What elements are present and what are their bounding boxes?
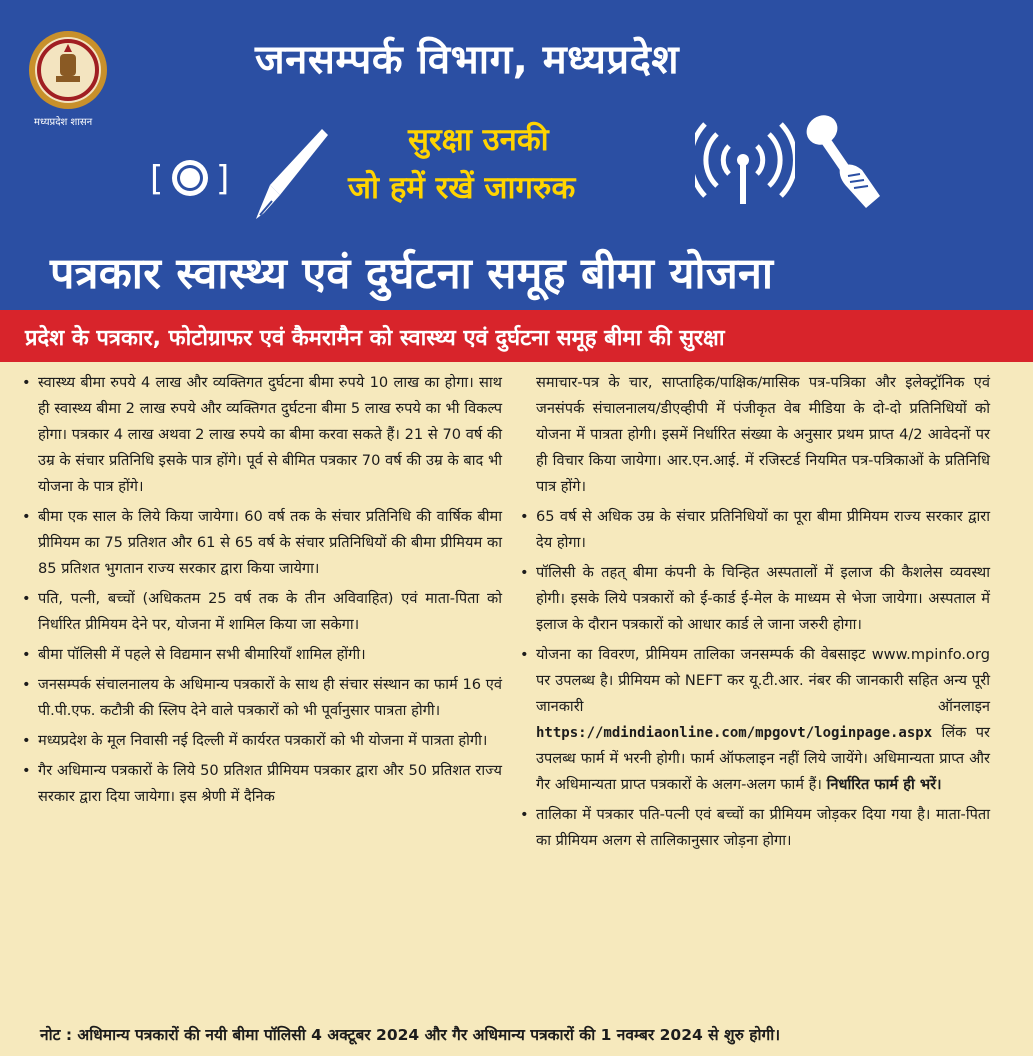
list-item: • पति, पत्नी, बच्चों (अधिकतम 25 वर्ष तक के तीन अविवाहित) एवं माता-पिता को निर्धारित प्रीमियम देने पर, योजना में शामिल किया जा सकेगा।	[22, 586, 502, 638]
list-item-continuation: समाचार-पत्र के चार, साप्ताहिक/पाक्षिक/मासिक पत्र-पत्रिका और इलेक्ट्रॉनिक एवं जनसंपर्क संचालनालय/डीएव्हीपी में पंजीकृत वेब मीडिया के दो-दो प्रतिनिधियों को योजना में पात्रता होगी। इसमें निर्धारित संख्या के अनुसार प्रथम प्राप्त 4/2 आवेदनों पर ही विचार किया जायेगा। आर.एन.आई. में रजिस्टर्ड नियमित पत्र-पत्रिकाओं के प्रतिनिधि पात्र होंगे।	[536, 374, 990, 495]
tagline-line1: सुरक्षा उनकी	[408, 122, 549, 158]
list-item-website	[520, 642, 990, 798]
pen-nib-icon	[250, 125, 330, 225]
scheme-title: पत्रकार स्वास्थ्य एवं दुर्घटना समूह बीमा योजना	[50, 249, 774, 299]
list-item: • तालिका में पत्रकार पति-पत्नी एवं बच्चों का प्रीमियम जोड़कर दिया गया है। माता-पिता का प्रीमियम अलग से तालिकानुसार जोड़ना होगा।	[520, 802, 990, 854]
list-item: • बीमा पॉलिसी में पहले से विद्यमान सभी बीमारियाँ शामिल होंगी।	[22, 642, 502, 668]
list-item: • मध्यप्रदेश के मूल निवासी नई दिल्ली में कार्यरत पत्रकारों को भी योजना में पात्रता होगी।	[22, 728, 502, 754]
microphone-hand-icon	[800, 112, 890, 212]
list-item: • पॉलिसी के तहत् बीमा कंपनी के चिन्हित अस्पतालों में इलाज की कैशलेस व्यवस्था होगी। इसके लिये पत्रकारों को ई-कार्ड ई-मेल के माध्यम से भेजा जायेगा। अस्पताल में इलाज के दौरान पत्रकारों को आधार कार्ड ले जाना जरुरी होगा।	[520, 560, 990, 638]
footer-note: नोट : अधिमान्य पत्रकारों की नयी बीमा पॉलिसी 4 अक्टूबर 2024 और गैर अधिमान्य पत्रकारों की 1 नवम्बर 2024 से शुरु होगी।	[40, 1026, 781, 1044]
subtitle-text: प्रदेश के पत्रकार, फोटोग्राफर एवं कैमरामैन को स्वास्थ्य एवं दुर्घटना समूह बीमा की सुरक्षा	[25, 326, 725, 351]
svg-text:]: ]	[216, 159, 230, 199]
left-column	[22, 370, 502, 814]
emblem-caption: मध्यप्रदेश शासन	[34, 117, 93, 128]
camera-icon	[150, 150, 230, 206]
svg-text:[: [	[150, 159, 164, 199]
registration-link[interactable]: https://mdindiaonline.com/mpgovt/loginpage.aspx	[536, 725, 933, 741]
list-item: • जनसम्पर्क संचालनालय के अधिमान्य पत्रकारों के साथ ही संचार संस्थान का फार्म 16 एवं पी.पी.एफ. कटौत्री की स्लिप देने वाले पत्रकारों को भी पूर्वानुसार पात्रता होगी।	[22, 672, 502, 724]
bottom-border	[0, 1056, 1033, 1064]
tagline-line2: जो हमें रखें जागरुक	[348, 170, 576, 206]
broadcast-signal-icon	[695, 120, 795, 210]
right-column	[520, 370, 990, 858]
website-text-1: योजना का विवरण, प्रीमियम तालिका जनसम्पर्क की वेबसाइट www.mpinfo.org पर उपलब्ध है। प्रीमियम को NEFT कर यू.टी.आर. नंबर की जानकारी सहित अन्य पूरी जानकारी ऑनलाइन	[536, 646, 990, 715]
website-emphasis: निर्धारित फार्म ही भरें।	[826, 776, 942, 793]
department-title: जनसम्पर्क विभाग, मध्यप्रदेश	[255, 37, 680, 83]
list-item: • बीमा एक साल के लिये किया जायेगा। 60 वर्ष तक के संचार प्रतिनिधि की वार्षिक बीमा प्रीमियम का 75 प्रतिशत और 61 से 65 वर्ष के संचार प्रतिनिधियों की बीमा प्रीमियम का 85 प्रतिशत भुगतान राज्य सरकार द्वारा किया जायेगा।	[22, 504, 502, 582]
state-emblem-icon	[28, 30, 108, 110]
list-item: • गैर अधिमान्य पत्रकारों के लिये 50 प्रतिशत प्रीमियम पत्रकार द्वारा और 50 प्रतिशत राज्य सरकार द्वारा दिया जायेगा। इस श्रेणी में दैनिक	[22, 758, 502, 810]
list-item: • 65 वर्ष से अधिक उम्र के संचार प्रतिनिधियों का पूरा बीमा प्रीमियम राज्य सरकार द्वारा देय होगा।	[520, 504, 990, 556]
website-text-2: लिंक पर उपलब्ध फार्म में भरनी होगी। फार्म ऑफलाइन नहीं लिये जायेंगे। अधिमान्यता प्राप्त और गैर अधिमान्यता प्राप्त पत्रकारों के अलग-अलग फार्म हैं।	[536, 724, 990, 793]
list-item: • स्वास्थ्य बीमा रुपये 4 लाख और व्यक्तिगत दुर्घटना बीमा रुपये 10 लाख का होगा। साथ ही स्वास्थ्य बीमा 2 लाख रुपये और व्यक्तिगत दुर्घटना बीमा 5 लाख रुपये का भी विकल्प होगा। पत्रकार 4 लाख अथवा 2 लाख रुपये का बीमा करवा सकते हैं। 21 से 70 वर्ष की उम्र के संचार प्रतिनिधि इसके पात्र होंगे। पूर्व से बीमित पत्रकार 70 वर्ष की उम्र के बाद भी योजना के पात्र होंगे।	[22, 370, 502, 500]
